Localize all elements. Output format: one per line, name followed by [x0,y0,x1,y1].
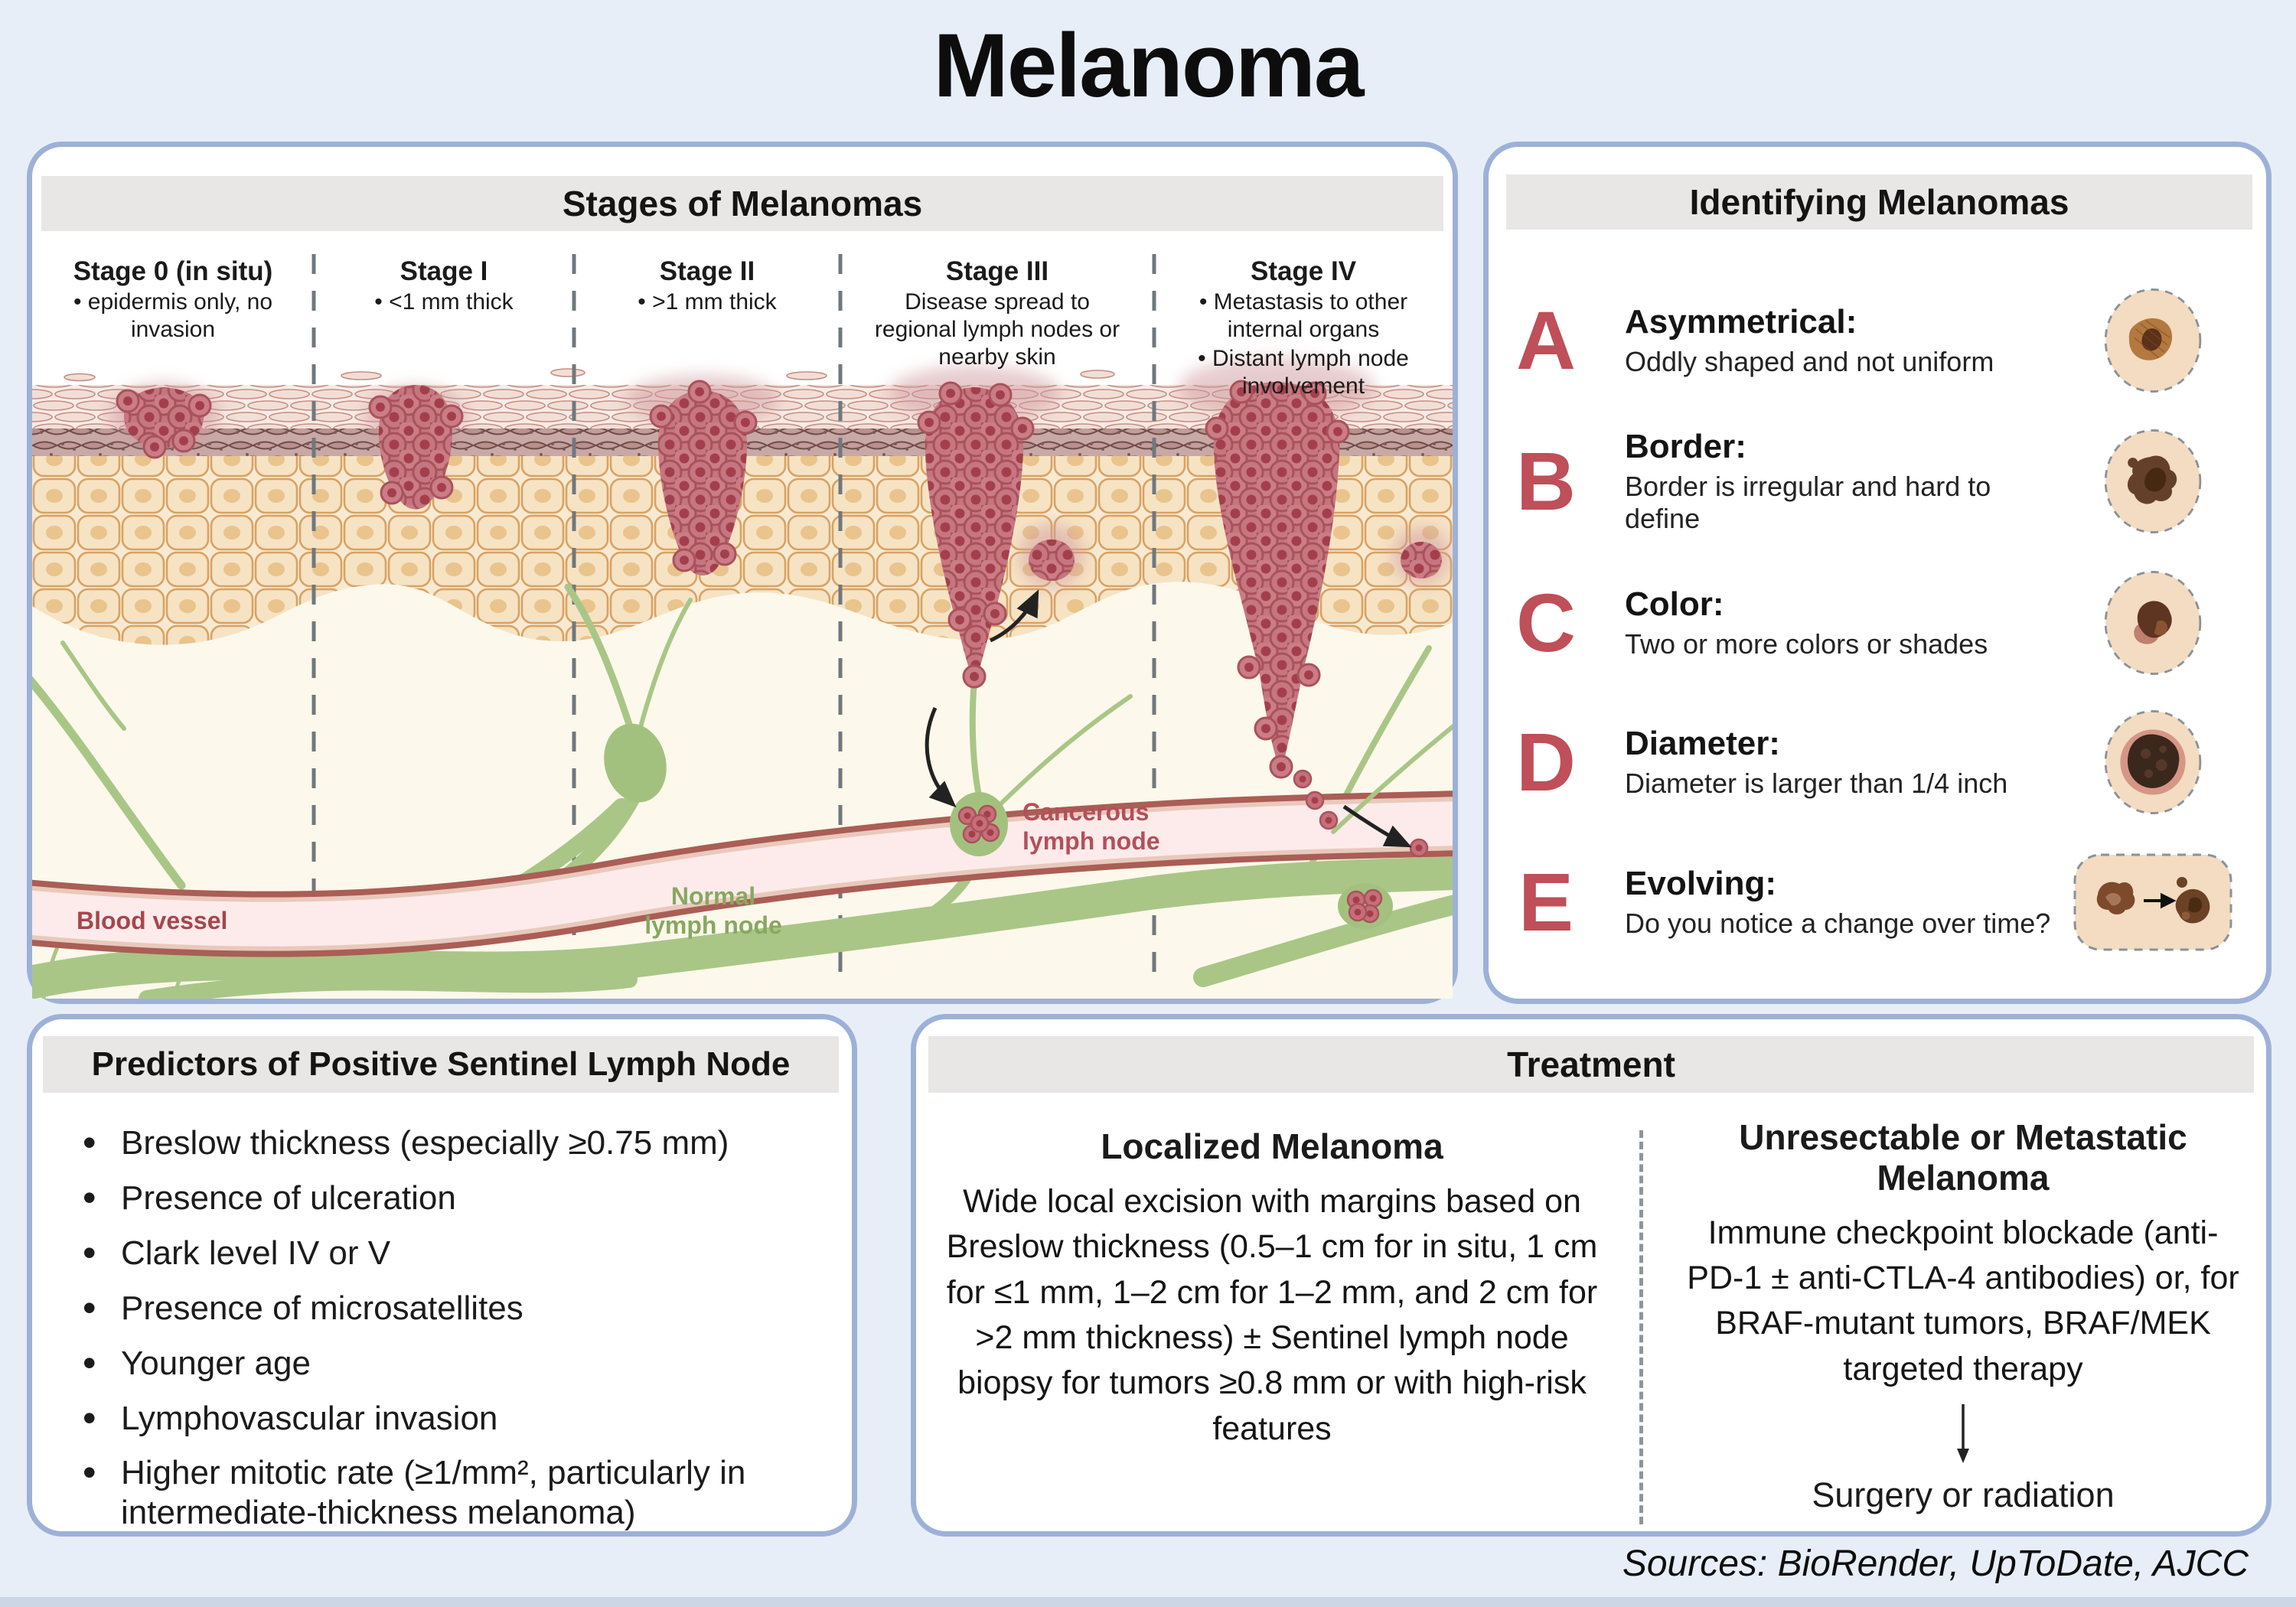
stage-4-title: Stage IV [1250,256,1357,286]
desc-diameter: Diameter is larger than 1/4 inch [1625,768,2008,800]
stage-1-line: • <1 mm thick [374,289,514,315]
stages-header: Stages of Melanomas [41,176,1443,231]
localized-body: Wide local excision with margins based on Breslow thickness (0.5–1 cm for in situ, 1 cm for ≤1 mm, 1–2 cm for 1–2 mm, and 2 cm for >2 mm thickness) ± Sentinel lymph node biopsy for tumors ≥0.8 mm or with high-risk features [946,1182,1598,1447]
predictor-item: • Presence of ulceration [81,1178,827,1218]
desc-evolving: Do you notice a change over time? [1625,908,2051,940]
cancerous-node-cells [959,806,999,843]
stage-0-line: • epidermis only, no invasion [73,289,273,343]
desc-color: Two or more colors or shades [1625,628,1988,660]
term-border: Border: [1625,427,1746,465]
stage-3-title: Stage III [945,256,1049,286]
evolving-mole-icon [2063,845,2243,960]
metastatic-title: Unresectable or Metastatic Melanoma [1739,1117,2187,1198]
metastatic-body: Immune checkpoint blockade (anti-PD-1 ± anti-CTLA-4 antibodies) or, for BRAF-mutant tumors, BRAF/MEK targeted therapy [1687,1214,2239,1387]
stage-3-line: Disease spread to regional lymph nodes or nearby skin [874,289,1120,370]
bottom-edge-strip [0,1597,2296,1607]
letter-d: D [1516,715,1576,808]
predictor-item: • Breslow thickness (especially ≥0.75 mm) [81,1123,827,1163]
abcde-row-asymmetrical [1489,275,2266,406]
stages-panel [27,142,1458,1004]
treatment-column-divider [1639,1130,1643,1524]
sources-note: Sources: BioRender, UpToDate, AJCC [1622,1543,2249,1584]
stage-3-label [867,256,1127,371]
stage-0-title: Stage 0 (in situ) [73,256,273,286]
cancerous-node-label-2: lymph node [1022,827,1160,855]
down-arrow-icon [1680,1403,2246,1468]
color-mole-icon [2063,566,2243,680]
metastatic-node-cells [1348,890,1381,922]
letter-c: C [1516,576,1576,669]
predictor-item: • Clark level IV or V [81,1234,827,1273]
letter-e: E [1518,856,1574,948]
cancerous-node-label-1: Cancerous [1022,798,1150,826]
abcde-row-diameter [1489,697,2266,827]
identifying-header: Identifying Melanomas [1506,174,2252,230]
border-mole-icon [2063,424,2243,539]
term-evolving: Evolving: [1625,864,1777,902]
stage-2-label [592,256,822,316]
desc-asymmetrical: Oddly shaped and not uniform [1625,346,1994,378]
predictors-list [81,1123,827,1548]
page-title: Melanoma [933,15,1363,116]
stage-4-satellite [1401,542,1442,579]
abcde-row-border [1489,416,2266,546]
stage-0-label [58,256,288,344]
predictor-item: • Younger age [81,1344,827,1384]
desc-border: Border is irregular and hard to define [1625,471,1991,535]
treatment-header: Treatment [928,1036,2254,1093]
asymmetrical-mole-icon [2063,283,2243,398]
stage-1-label [329,256,559,316]
predictor-item: • Presence of microsatellites [81,1289,827,1328]
stage-4-line: • Metastasis to other internal organs [1199,289,1408,343]
stage-3-satellite [1029,539,1075,581]
stage-2-line: • >1 mm thick [638,289,777,315]
blood-vessel-label: Blood vessel [77,907,228,934]
predictors-header: Predictors of Positive Sentinel Lymph Node [43,1036,839,1093]
localized-melanoma-column [941,1126,1603,1452]
stage-1-title: Stage I [400,256,488,286]
predictor-item: • Lymphovascular invasion [81,1399,827,1439]
metastatic-melanoma-column [1680,1117,2246,1515]
letter-b: B [1516,435,1576,527]
term-diameter: Diameter: [1625,724,1780,762]
normal-node-label-2: lymph node [644,911,782,939]
normal-node-label-1: Normal [670,882,756,910]
diameter-mole-icon [2063,705,2243,820]
localized-title: Localized Melanoma [1101,1126,1443,1166]
letter-a: A [1516,294,1576,386]
term-asymmetrical: Asymmetrical: [1625,302,1857,341]
metastatic-followup: Surgery or radiation [1812,1475,2115,1515]
treatment-panel [911,1014,2272,1537]
abcde-row-evolving [1489,837,2266,967]
abcde-row-color [1489,558,2266,688]
stage-4-line: • Distant lymph node involvement [1198,346,1409,399]
identifying-panel [1483,142,2272,1004]
stage-2-title: Stage II [659,256,755,286]
predictors-panel [27,1014,857,1537]
predictor-item: • Higher mitotic rate (≥1/mm², particularly in intermediate-thickness melanoma) [81,1453,827,1533]
term-color: Color: [1625,585,1724,623]
stage-4-label [1181,256,1426,400]
